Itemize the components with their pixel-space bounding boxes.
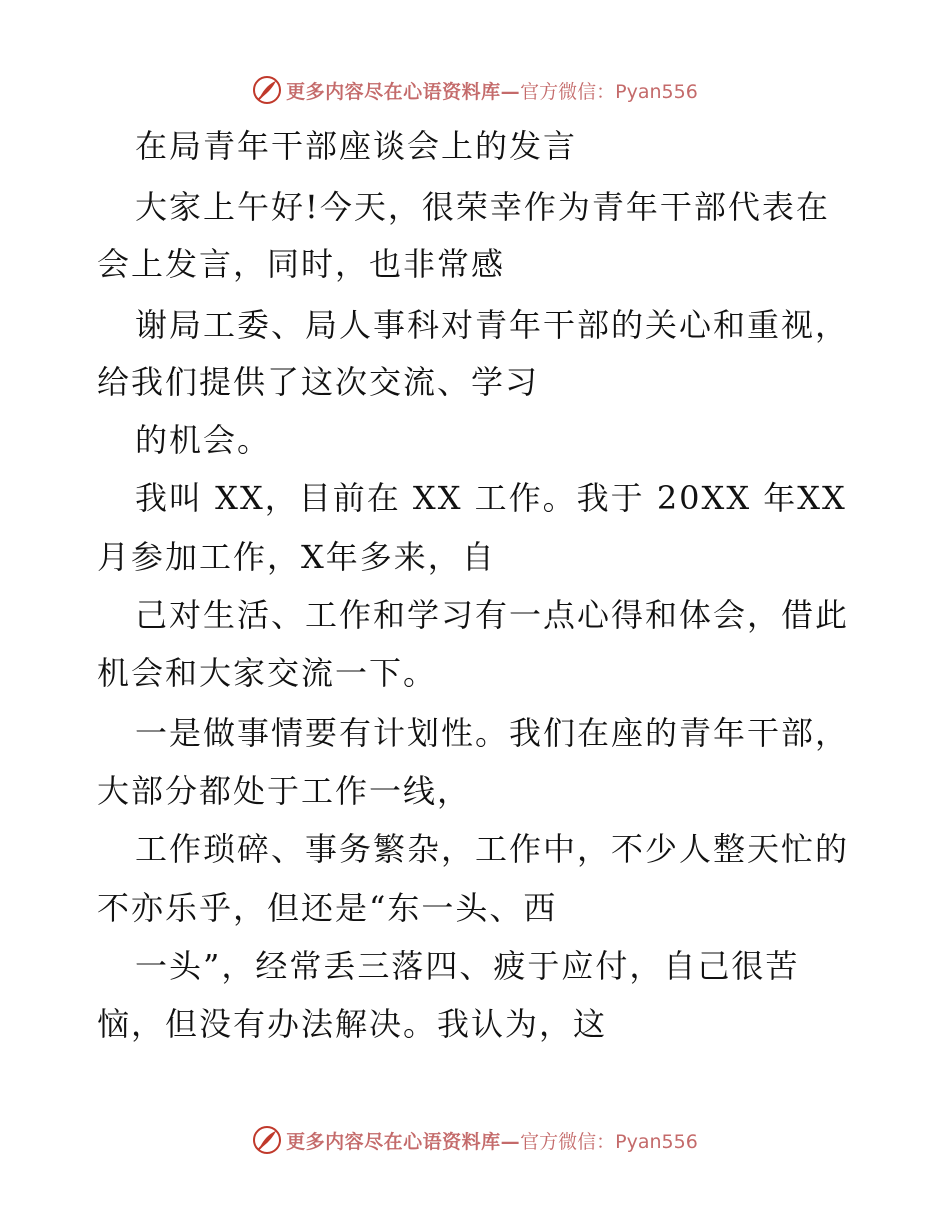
paragraph-line: 谢局工委、局人事科对青年干部的关心和重视， [135, 306, 850, 344]
paragraph-line: 一是做事情要有计划性。我们在座的青年干部， [135, 714, 850, 752]
paragraph-line: 工作琐碎、事务繁杂，工作中，不少人整天忙的 [135, 830, 850, 868]
paragraph-line: 己对生活、工作和学习有一点心得和体会，借此 [135, 596, 850, 634]
footer-watermark-banner [0, 1120, 950, 1160]
banner-wechat: 官方微信：Pyan556 [520, 80, 698, 103]
banner-text: 更多内容尽在心语资料库— [286, 1130, 521, 1153]
header-watermark-banner [0, 70, 950, 110]
paragraph-line: 月参加工作，X年多来，自 [97, 538, 496, 576]
banner-wechat: 官方微信：Pyan556 [520, 1130, 698, 1153]
paragraph-line: 一头”，经常丢三落四、疲于应付，自己很苦 [135, 947, 800, 985]
paragraph-line: 的机会。 [135, 421, 272, 459]
paragraph-line: 会上发言，同时，也非常感 [97, 245, 506, 283]
paragraph-line: 给我们提供了这次交流、学习 [97, 363, 540, 401]
document-title: 在局青年干部座谈会上的发言 [135, 127, 578, 165]
paragraph-line: 机会和大家交流一下。 [97, 654, 438, 692]
banner-text: 更多内容尽在心语资料库— [286, 80, 521, 103]
paragraph-line: 我叫 XX，目前在 XX 工作。我于 20XX 年XX [135, 479, 847, 517]
paragraph-line: 大部分都处于工作一线， [97, 772, 472, 810]
feather-pen-logo-icon [252, 1125, 282, 1155]
paragraph-line: 大家上午好!今天，很荣幸作为青年干部代表在 [135, 188, 830, 226]
feather-pen-logo-icon [252, 75, 282, 105]
paragraph-line: 恼，但没有办法解决。我认为，这 [97, 1005, 608, 1043]
paragraph-line: 不亦乐乎，但还是“东一头、西 [97, 889, 558, 927]
